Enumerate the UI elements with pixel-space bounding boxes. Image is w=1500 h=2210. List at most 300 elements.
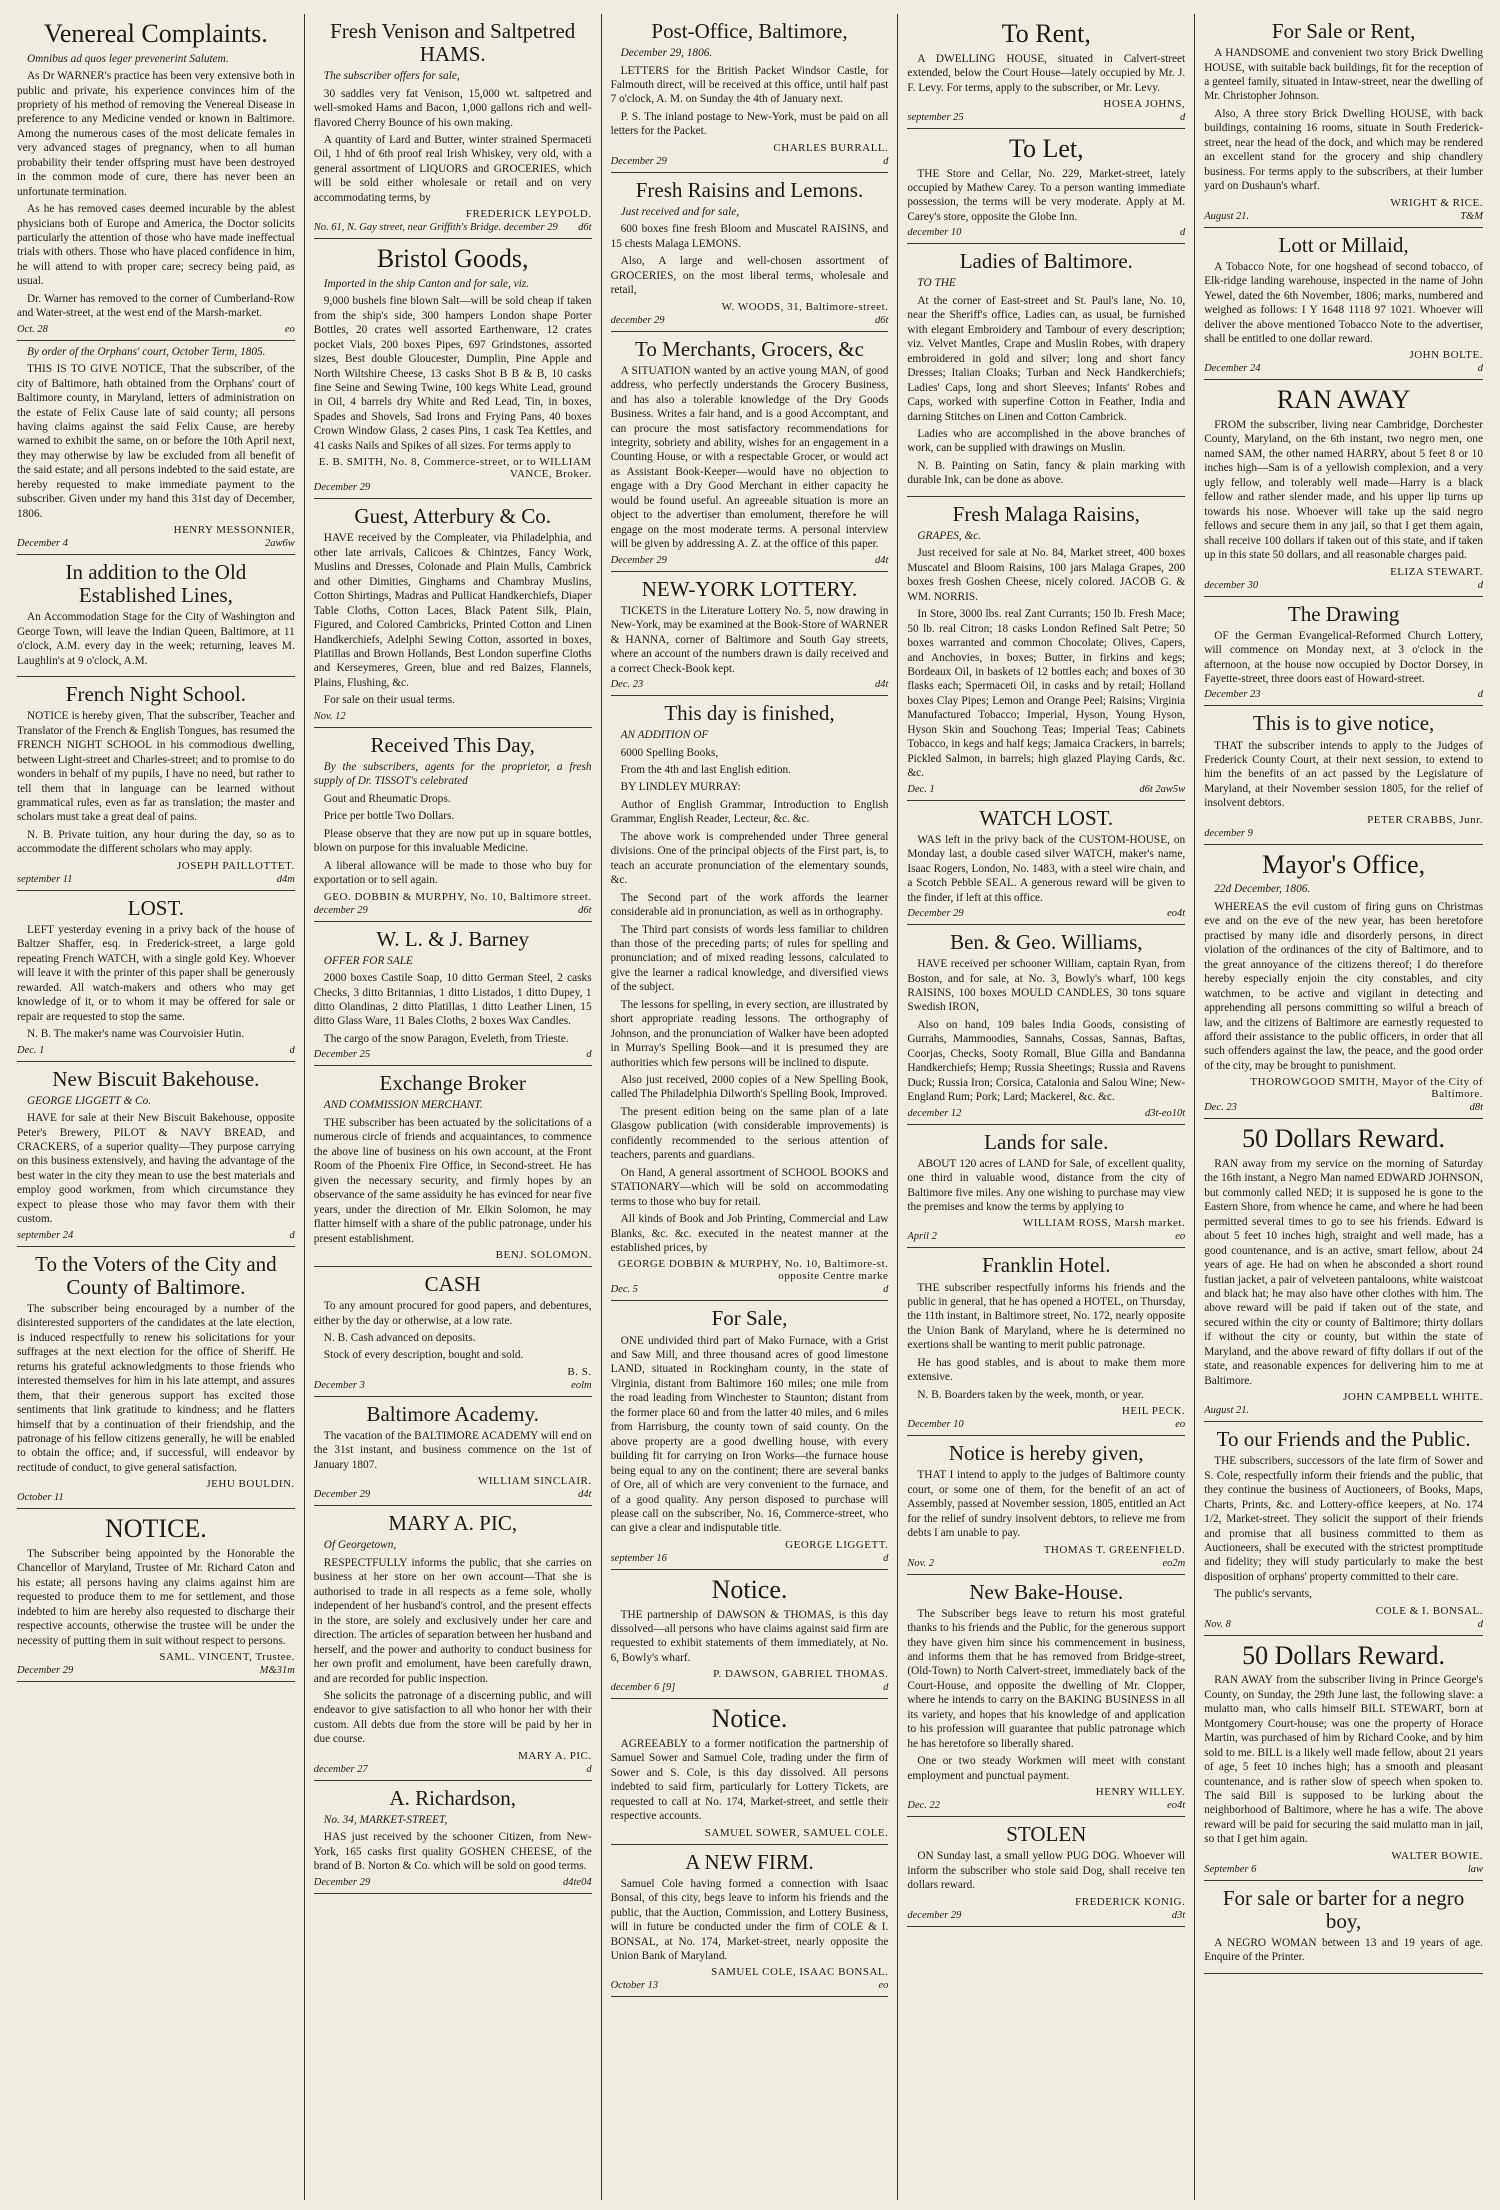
ad-paragraph: A SITUATION wanted by an active young MAN, of good address, who perfectly understands the Grocery Business, and has also a tolerable knowledge of the Dry Goods Business. Writes a fair hand, and is a good Accomptant, and can procure the most satisfactory recommendations for integrity, sobriety and ability, wishes for an engagement in a Counting House, or with a respectable Grocer, or would act as Assistant Book-Keeper—would have no objection to engage with a Dry Good Merchant in either capacity he would be found useful. An agreeable situation is more an object to the advertiser than emolument, therefore he will engage on the most moderate terms. A personal interview will be given by addressing A. Z. at the office of this paper.: [610, 364, 889, 551]
ad-insertion-code: eo2m: [1162, 1557, 1186, 1569]
ad-date: September 6: [1204, 1863, 1257, 1875]
ad-subheadline: AND COMMISSION MERCHANT.: [323, 1099, 483, 1112]
ad-date: december 12: [907, 1107, 962, 1119]
ad-paragraph: BY LINDLEY MURRAY:: [620, 781, 741, 794]
advertisement: [314, 1781, 592, 1894]
ad-insertion-code: eo: [1175, 1231, 1186, 1243]
ad-paragraph: She solicits the patronage of a discerning public, and will endeavor to give satisfaction to all who honor her with their custom. All debts due from the store will be paid by her in due course.: [313, 1689, 592, 1746]
ad-headline: 50 Dollars Reward.: [1242, 1124, 1446, 1154]
ad-date: December 29: [313, 1489, 371, 1501]
ad-paragraph: THAT the subscriber intends to apply to the Judges of Frederick County Court, at their next session, to extend to him the benefits of an act passed by the Legislature of Maryland, at their November session 1805, for the relief of insolvent debtors.: [1204, 739, 1483, 810]
ad-insertion-code: d: [1477, 363, 1483, 375]
ad-footer: [907, 1910, 1185, 1921]
ad-paragraph: He has good stables, and is about to make them more extensive.: [907, 1356, 1186, 1384]
ad-paragraph: The Subscriber being appointed by the Honorable the Chancellor of Maryland, Trustee of Mr. Richard Caton and his estate; all persons having any claims against him are requested to produce them to me for settlement, and those indebted to him are hereby also requested to discharge their respective accounts, otherwise the trustee will be under the necessity of putting them in suit without respect to persons.: [17, 1547, 295, 1647]
ad-footer: [611, 156, 889, 167]
ad-date: december 9: [1204, 827, 1253, 839]
ad-signature: WILLIAM ROSS, Marsh market.: [1022, 1217, 1186, 1230]
ad-date: december 29: [610, 314, 665, 326]
advertisement: [314, 1267, 592, 1397]
advertisement: [611, 696, 889, 1302]
advertisement: [611, 1570, 889, 1699]
ad-paragraph: 2000 boxes Castile Soap, 10 ditto German Steel, 2 casks Checks, 3 ditto Britannias, 1 ditto Listados, 1 ditto Dupey, 1 ditto Olandinas, 2 ditto Platillas, 1 ditto Leather Linen, 15 ditto Glass Ware, 11 Bales Cloths, 2 boxes Wax Candles.: [313, 972, 592, 1028]
ad-date: December 29: [17, 1665, 74, 1677]
ad-subheadline: By order of the Orphans' court, October Term, 1805.: [27, 345, 266, 358]
ad-headline: Ladies of Baltimore.: [959, 249, 1133, 274]
ad-headline: MARY A. PIC,: [388, 1511, 518, 1536]
ad-footer: [907, 784, 1185, 795]
ad-date: Nov. 8: [1204, 1618, 1231, 1630]
ad-headline: Mayor's Office,: [1262, 849, 1426, 879]
ad-date: december 6 [9]: [610, 1682, 676, 1694]
ad-paragraph: THE subscriber has been actuated by the solicitations of a numerous circle of friends and acquaintances, to commence the above line of business on his own account, at the Front Room of the Phoenix Fire Office, in Second-street. He has given the necessary security, and firmly hopes by an observance of the same assiduity he has evinced for near five years, under the direction of Mr. Elkin Solomon, he may flatter himself with a share of the public patronage, under his present establishment.: [313, 1116, 592, 1245]
ad-paragraph: 6000 Spelling Books,: [620, 746, 719, 759]
advertisement: [17, 891, 295, 1062]
ad-signature: HENRY WILLEY.: [1095, 1786, 1186, 1799]
ad-footer: [611, 1553, 889, 1564]
ad-signature: SAML. VINCENT, Trustee.: [159, 1651, 295, 1664]
ad-subheadline: No. 34, MARKET-STREET,: [323, 1813, 448, 1826]
ad-headline: STOLEN: [1006, 1822, 1087, 1847]
ad-headline: In addition to the Old Established Lines,: [65, 560, 247, 608]
ad-paragraph: HAVE received per schooner William, captain Ryan, from Boston, and for sale, at No. 3, Bowly's wharf, 100 kegs RAISINS, 100 boxes MOULD CANDLES, 30 tons square Swedish IRON,: [907, 958, 1186, 1014]
ad-insertion-code: d: [883, 1682, 889, 1694]
ad-footer: [314, 222, 592, 233]
ad-headline: French Night School.: [65, 682, 247, 707]
ad-paragraph: The Subscriber begs leave to return his most grateful thanks to his friends and the Public, for the generous support they have given him since his commencement in business, and informs them that he has removed from Bridge-street, (Old-Town) to North Calvert-street, immediately back of the Court-House, and opposite the dwelling of Mr. Clopper, where he intends to carry on the BAKING BUSINESS in all its variety, and hopes that his knowledge of and application to his profession will guarantee that public patronage which he has heretofore so liberally shared.: [907, 1607, 1186, 1750]
ad-subheadline: GRAPES, &c.: [917, 529, 982, 542]
ad-insertion-code: 2aw6w: [265, 538, 295, 550]
ad-signature: FREDERICK KONIG.: [1075, 1895, 1186, 1908]
ad-paragraph: OF the German Evangelical-Reformed Church Lottery, will commence on Monday next, at 3 o'clock in the afternoon, at the house now occupied by Doctor Dorsey, in Fayette-street, three doors east of Howard-street.: [1204, 629, 1483, 686]
ad-signature: JOHN BOLTE.: [1409, 349, 1483, 362]
ad-paragraph: As he has removed cases deemed incurable by the ablest physicians both of Europe and America, the Doctor solicits particularly the attention of those who have made ineffectual trials with others. Those who have placed confidence in him, he will attend to with proper care; secrecy being paid, as usual.: [17, 203, 295, 288]
ad-insertion-code: d4t: [578, 1489, 592, 1501]
ad-date: December 29: [610, 554, 667, 566]
ad-footer: [17, 538, 295, 549]
ad-paragraph: N. B. The maker's name was Courvoisier Hutin.: [27, 1028, 245, 1041]
ad-footer: [611, 1284, 889, 1295]
ad-headline: Venereal Complaints.: [43, 19, 268, 48]
ad-paragraph: The public's servants,: [1214, 1588, 1312, 1601]
ad-date: August 21.: [1204, 1405, 1250, 1417]
ad-date: No. 61, N. Gay street, near Griffith's Bridge. december 29: [313, 222, 558, 234]
ad-paragraph: WHEREAS the evil custom of firing guns on Christmas eve and on the eve of the new year, has been heretofore practised by many idle and disorderly persons, in direct violation of the ordinances of the city of Baltimore, and to the great annoyance of the citizens thereof; I do therefore hereby especially enjoin the city constables, and city watchmen, to be active and vigilant in detecting and apprehending all persons committing so wilful a breach of law, and the citizens of Baltimore are earnestly requested to afford their assistance to the public officers, in order that all such offenders against the law, the peace, and the good order of the city, may be brought to punishment.: [1204, 900, 1483, 1072]
ad-paragraph: To any amount procured for good papers, and debentures, either by the day or otherwise, at a low rate.: [313, 1300, 592, 1327]
ad-paragraph: THE subscribers, successors of the late firm of Sower and S. Cole, respectfully inform their friends and the public, that they continue the business of Auctioneers, of Books, Maps, Charts, Prints, &c. and Lottery-office keepers, at No. 174 1/2, Market-street. They solicit the support of their friends and promise that all business committed to them as Auctioneers, shall be executed with the strictest promptitude and fidelity; they will study particularly to make the best disposition of orphans' property committed to their care.: [1204, 1455, 1483, 1583]
ad-headline: Fresh Malaga Raisins,: [952, 501, 1140, 526]
ad-paragraph: Gout and Rheumatic Drops.: [323, 792, 451, 805]
advertisement: [611, 1699, 889, 1844]
ad-date: December 23: [1204, 689, 1261, 701]
advertisement: [611, 1845, 889, 1998]
ad-paragraph: THE subscriber respectfully informs his friends and the public in general, that he has opened a HOTEL, on Thursday, the 11th instant, in Baltimore street, No. 172, nearly opposite the Union Bank of Maryland, where he is determined no exertions shall be wanting to merit public patronage.: [907, 1281, 1186, 1352]
column-2: [305, 14, 602, 2200]
ad-signature: BENJ. SOLOMON.: [495, 1248, 592, 1261]
ad-signature: THOROWGOOD SMITH, Mayor of the City of Baltimore.: [1250, 1076, 1483, 1101]
ad-signature: GEO. DOBBIN & MURPHY, No. 10, Baltimore street.: [323, 890, 592, 903]
ad-footer: [1204, 828, 1483, 839]
advertisement: [314, 499, 592, 728]
ad-insertion-code: eo4t: [1167, 907, 1186, 919]
ad-paragraph: Ladies who are accomplished in the above branches of work, can be supplied with drawings on Muslin.: [907, 427, 1186, 455]
ad-signature: E. B. SMITH, No. 8, Commerce-street, or to WILLIAM VANCE, Broker.: [318, 456, 592, 481]
ad-footer: [314, 1380, 592, 1391]
advertisement: [611, 14, 889, 173]
ad-subheadline: Imported in the ship Canton and for sale, viz.: [323, 277, 530, 290]
ad-date: Dec. 23: [1204, 1102, 1237, 1114]
ad-insertion-code: d8t: [1469, 1102, 1483, 1114]
ad-footer: [17, 1665, 295, 1676]
ad-insertion-code: d3t: [1171, 1909, 1186, 1921]
ad-footer: [17, 874, 295, 885]
ad-signature: W. WOODS, 31, Baltimore-street.: [721, 300, 889, 313]
ad-footer: [907, 1558, 1185, 1569]
ad-headline: 50 Dollars Reward.: [1242, 1640, 1446, 1670]
ad-insertion-code: eo: [1175, 1419, 1186, 1431]
ad-date: december 29: [907, 1909, 962, 1921]
ad-paragraph: RESPECTFULLY informs the public, that she carries on business at her store on her own account—That she is authorised to trade in all respects as a feme sole, wholly independent of her husband's control, and the present effects in the store, are solely and exclusively under her care and direction. The articles of separation between her husband and herself, and the power and authority to conduct business for her own profit and emolument, have been carefully drawn, and are recorded for public inspection.: [313, 1556, 592, 1685]
ad-subheadline: December 29, 1806.: [620, 47, 713, 60]
ad-signature: PETER CRABBS, Junr.: [1367, 813, 1483, 826]
ad-headline: Notice.: [711, 1704, 788, 1734]
ad-headline: Lands for sale.: [984, 1129, 1109, 1154]
ad-headline: This day is finished,: [664, 700, 835, 725]
ad-headline: Franklin Hotel.: [982, 1253, 1111, 1278]
ad-paragraph: Please observe that they are now put up in square bottles, blown on purpose for this invaluable Medicine.: [313, 827, 592, 855]
ad-headline: Bristol Goods,: [376, 244, 529, 274]
ad-signature: SAMUEL SOWER, SAMUEL COLE.: [704, 1826, 889, 1839]
ad-subheadline: GEORGE LIGGETT & Co.: [27, 1094, 152, 1107]
ad-insertion-code: eo4t: [1167, 1800, 1186, 1812]
ad-subheadline: Just received and for sale,: [620, 205, 740, 218]
ad-paragraph: ON Sunday last, a small yellow PUG DOG. Whoever will inform the subscriber who stole said Dog, shall receive ten dollars reward.: [907, 1850, 1186, 1892]
ad-paragraph: Also on hand, 109 bales India Goods, consisting of Gurrahs, Mammoodies, Sannahs, Cossas, Sannas, Baftas, Coorjas, Checks, Sooty Romall, Blue Gilla and Bandanna Handkerchiefs; Hemp; Russia Sheetings; Russia and Ravens Duck; Russia Iron; Corsica, Catalonia and Salou Wine; New-England Rum; Pork; Lard; Mackerel, &c. &c.: [907, 1018, 1186, 1104]
ad-footer: [314, 711, 592, 722]
advertisement: [1204, 845, 1483, 1119]
ad-paragraph: Also just received, 2000 copies of a New Spelling Book, called The Philadelphia Dilworth's Spelling Book, Improved.: [610, 1074, 889, 1101]
ad-signature: P. DAWSON, GABRIEL THOMAS.: [713, 1668, 889, 1681]
ad-paragraph: P. S. The inland postage to New-York, must be paid on all letters for the Packet.: [610, 110, 889, 138]
ad-headline: New Bake-House.: [969, 1579, 1124, 1604]
ad-paragraph: The subscriber being encouraged by a number of the disinterested supporters of the candidates at the late election, is induced respectfully to renew his solicitations for your suffrages at the next election for the office of Sheriff. He returns his grateful acknowledgments to those friends who interested themselves for him in his late attempt, and assures them, that their generous support has excited those sentiments that link gratitude to kindness; and he flatters himself that by a continuation of their friendship, and the patronage of his fellow citizens generally, he will be enabled to obtain the office; and, if successful, will endeavor by rectitude of conduct, to give general satisfaction.: [17, 1302, 295, 1474]
ad-paragraph: LETTERS for the British Packet Windsor Castle, for Falmouth direct, will be received at this office, until half past 7 o'clock, A. M. on Sunday the 4th of January next.: [610, 64, 889, 106]
ad-date: september 25: [907, 111, 964, 123]
ad-paragraph: The Third part consists of words less familiar to children than those of the preceding parts; of rules for spelling and pronunciation; and of mixed reading lessons, calculated to give the learner a radical knowledge, and diversified views of the subject.: [610, 923, 889, 994]
ad-headline: LOST.: [127, 895, 184, 920]
ad-date: Nov. 12: [313, 710, 346, 722]
ad-footer: [907, 1800, 1185, 1811]
ad-date: October 13: [610, 1980, 659, 1992]
ad-paragraph: For sale on their usual terms.: [323, 694, 455, 707]
advertisement: [1204, 597, 1483, 707]
ad-headline: For sale or barter for a negro boy,: [1222, 1885, 1465, 1933]
ad-headline: W. L. & J. Barney: [376, 926, 529, 951]
ad-footer: [314, 482, 592, 493]
ad-headline: RAN AWAY: [1276, 385, 1411, 415]
ad-footer: [314, 1049, 592, 1060]
ad-insertion-code: d: [883, 1552, 889, 1564]
ad-footer: [17, 1492, 295, 1503]
ad-paragraph: Stock of every description, bought and sold.: [323, 1349, 524, 1362]
ad-paragraph: HAVE for sale at their New Biscuit Bakehouse, opposite Peter's Brewery, PILOT & NAVY BREAD, and CRACKERS, of a superior quality—They purpose carrying on this business extensively, and having the advantage of the best water in the city they mean to use the best materials and employ good workmen, from which circumstance they expect to please those who may favor them with their custom.: [17, 1112, 295, 1226]
ad-paragraph: The Second part of the work affords the learner considerable aid in pronunciation, as well as in orthography.: [610, 891, 889, 919]
advertisement: [611, 332, 889, 572]
ad-insertion-code: d4te04: [563, 1876, 592, 1888]
ad-paragraph: On Hand, A general assortment of SCHOOL BOOKS and STATIONARY—which will be sold on accommodating terms to those who buy for retail.: [610, 1166, 889, 1208]
ad-date: Dec. 22: [907, 1800, 941, 1812]
ad-signature: HEIL PECK.: [1121, 1405, 1186, 1418]
ad-date: Dec. 1: [907, 783, 935, 795]
ad-footer: [314, 1764, 592, 1775]
ad-subheadline: Of Georgetown,: [323, 1539, 397, 1552]
ad-footer: [1204, 1102, 1483, 1113]
ad-headline: To our Friends and the Public.: [1216, 1427, 1471, 1452]
advertisement: [314, 1397, 592, 1506]
ad-headline: Fresh Raisins and Lemons.: [635, 177, 864, 202]
ad-paragraph: HAVE received by the Compleater, via Philadelphia, and other late arrivals, Calicoes & Chintzes, Fancy Work, Muslins and Dresses, Colonade and Plain Mulls, Cambrick and other Dimities, Ginghams and Chambray Muslins, Cotton Shirtings, Madras and Pullicat Handkerchiefs, Diaper Table Cloths, Cotton Laces, Black Patent Silk, Plain, Figured, and Colored Cambricks, Printed Cotton and Linen Handkerchiefs, Adelphi Sewing Cotton, assorted in boxes, Platillas and Brown Hollands, Best London superfine Cloths and Kerseymeres, Green, blue and red Baizes, Flannels, Plains, Flushing, &c.: [313, 532, 592, 689]
ad-footer: [17, 1045, 295, 1056]
ad-footer: [907, 908, 1185, 919]
ad-paragraph: THE partnership of DAWSON & THOMAS, is this day dissolved—all persons who have claims against said firm are requested to exhibit statements of them immediately, at No. 6, Bowly's wharf.: [610, 1608, 889, 1664]
ad-date: september 24: [17, 1229, 74, 1241]
advertisement: [907, 1817, 1185, 1926]
advertisement: [907, 1125, 1185, 1249]
ad-headline: Post-Office, Baltimore,: [651, 19, 848, 43]
advertisement: [907, 497, 1185, 801]
ad-headline: To Rent,: [1001, 19, 1091, 48]
ad-subheadline: By the subscribers, agents for the proprietor, a fresh supply of Dr. TISSOT's celebrated: [313, 760, 592, 788]
ad-insertion-code: d: [289, 1229, 295, 1241]
ad-insertion-code: d: [883, 155, 889, 167]
ad-footer: [907, 1419, 1185, 1430]
ad-headline: To Let,: [1008, 133, 1084, 163]
ad-insertion-code: d4m: [276, 873, 295, 885]
ad-paragraph: HAS just received by the schooner Citizen, from New-York, 165 casks first quality GOSHEN CHEESE, of the brand of B. Norton & Co. which will be sold on good terms.: [313, 1831, 592, 1873]
ad-paragraph: TICKETS in the Literature Lottery No. 5, now drawing in New-York, may be examined at the Book-Store of WARNER & HANNA, corner of Baltimore and South Gay streets, where an account of the numbers drawn is daily received and a correct Check-Book kept.: [610, 604, 889, 675]
ad-paragraph: Author of English Grammar, Introduction to English Grammar, English Reader, Lecteur, &c. &c.: [610, 798, 889, 826]
ad-footer: [611, 679, 889, 690]
ad-paragraph: 9,000 bushels fine blown Salt—will be sold cheap if taken from the ship's side, 300 hampers London shape Porter Bottles, 20 crates well assorted Earthenware, 12 crates pocket Vials, 200 boxes Pipes, 697 Grindstones, assorted sizes, Best double Gloucester, Dumplin, Pine Apple and North Wiltshire Cheese, 13 casks Shot B B & B, 10 casks fine Seine and Sewing Twine, 100 kegs White Lead, ground in Oil, 4 barrels dry White and Red Lead, Tin, in boxes, Spades and Shovels, Sad Irons and Frying Pans, 40 boxes Crown Window Glass, 2 cases Pins, 1 cask Tea Kettles, and 41 casks Nails and Spikes of all sizes. For terms apply to: [313, 295, 592, 452]
ad-paragraph: Dr. Warner has removed to the corner of Cumberland-Row and Water-street, at the west end of the Marsh-market.: [17, 292, 295, 320]
ad-date: December 25: [313, 1049, 371, 1061]
advertisement: [907, 925, 1185, 1125]
ad-signature: HOSEA JOHNS,: [1103, 97, 1186, 110]
ad-footer: [907, 1231, 1185, 1242]
ad-date: december 29: [313, 904, 368, 916]
ad-paragraph: FROM the subscriber, living near Cambridge, Dorchester County, Maryland, on the 6th instant, two negro men, one named SAM, the other named HARRY, about 5 feet 8 or 10 inches high—Sam is of a yellowish complexion, and a very ugly fellow, and tolerably well made—Harry is a black fellow and rather slender made, and his upper lip turns up towards his nose. Whoever will take up the said negro fellows and secure them in any jail, so that I get them again, shall receive 100 dollars if taken out of this state, and if taken up in this state 50 dollars, and all reasonable charges paid.: [1204, 419, 1483, 562]
advertisement: [17, 14, 295, 341]
ad-paragraph: N. B. Boarders taken by the week, month, or year.: [917, 1388, 1144, 1401]
ad-signature: ELIZA STEWART.: [1390, 565, 1483, 578]
ad-headline: New Biscuit Bakehouse.: [52, 1066, 260, 1091]
ad-insertion-code: M&31m: [259, 1665, 295, 1677]
ad-paragraph: One or two steady Workmen will meet with constant employment and punctual payment.: [907, 1755, 1186, 1782]
advertisement: [611, 572, 889, 696]
ad-signature: SAMUEL COLE, ISAAC BONSAL.: [711, 1966, 889, 1979]
advertisement: [1204, 380, 1483, 596]
ad-headline: To Merchants, Grocers, &c: [635, 336, 864, 361]
ad-headline: Fresh Venison and Saltpetred HAMS.: [330, 19, 576, 67]
advertisement: [314, 1506, 592, 1780]
ad-paragraph: ABOUT 120 acres of LAND for Sale, of excellent quality, one third in valuable wood, distance from the city of Baltimore five miles. Any one wishing to purchase may view the premises and know the terms by applying to: [907, 1157, 1186, 1214]
ad-subheadline: AN ADDITION OF: [620, 729, 709, 742]
advertisement: [611, 173, 889, 332]
ad-footer: [1204, 1405, 1483, 1416]
ad-insertion-code: eo: [878, 1980, 889, 1992]
ad-date: Dec. 5: [610, 1284, 638, 1296]
ad-paragraph: Just received for sale at No. 84, Market street, 400 boxes Muscatel and Bloom Raisins, 100 jars Malaga Grapes, 200 boxes fresh Goshen Cheese, nicely colored. JACOB G. & WM. NORRIS.: [907, 547, 1186, 603]
ad-insertion-code: d: [586, 1049, 592, 1061]
advertisement: [611, 1301, 889, 1569]
ad-headline: To the Voters of the City and County of Baltimore.: [35, 1251, 277, 1299]
advertisement: [907, 14, 1185, 129]
ad-date: september 16: [610, 1552, 667, 1564]
ad-headline: A NEW FIRM.: [685, 1849, 814, 1874]
advertisement: [1204, 14, 1483, 228]
ad-headline: Baltimore Academy.: [366, 1401, 539, 1426]
ad-paragraph: The vacation of the BALTIMORE ACADEMY will end on the 31st instant, and business commence on the 1st of January 1807.: [313, 1429, 592, 1471]
ad-paragraph: The cargo of the snow Paragon, Eveleth, from Trieste.: [323, 1032, 569, 1045]
ad-paragraph: At the corner of East-street and St. Paul's lane, No. 10, near the Sheriff's office, Ladies can, as usual, be furnished with elegant Embroidery and Tambour of every description; viz. Velvet Mantles, Crape and Muslin Robes, with drapery embroidered in gold and silver; long and short fancy Dresses; Italian Cloaks; Turban and Neck Handkerchiefs; Ladies' Caps, long and short Sleeves; Infants' Robes and Caps, worked with superfine Cotton in Feather, India and darning Stitches on Linen and Cotton Cambrick.: [907, 294, 1186, 423]
advertisement: [1204, 706, 1483, 844]
ad-subheadline: The subscriber offers for sale,: [323, 70, 460, 83]
ad-paragraph: A liberal allowance will be made to those who buy for exportation or to sell again.: [313, 859, 592, 887]
ad-date: December 29: [313, 482, 371, 494]
ad-headline: Guest, Atterbury & Co.: [354, 504, 551, 529]
ad-date: December 4: [17, 538, 69, 550]
ad-paragraph: NOTICE is hereby given, That the subscriber, Teacher and Translator of the French & English Tongues, has resumed the FRENCH NIGHT SCHOOL in his commodious dwelling, between Light-street and Charles-street; and to promise to do wonders in behalf of my pupils, I have no need, but rather to tell them that in language can be learned without grammatical rules, even as far as translation; the master and scholars must take a great deal of pains.: [17, 710, 295, 824]
ad-paragraph: The present edition being on the same plan of a late Glasgow publication (with considerable improvements) is confidently recommended to the serious attention of teachers, parents and guardians.: [610, 1105, 889, 1162]
ad-date: Nov. 2: [907, 1557, 935, 1569]
ad-footer: [611, 1980, 889, 1991]
advertisement: [907, 1248, 1185, 1436]
ad-paragraph: Price per bottle Two Dollars.: [323, 810, 455, 823]
ad-paragraph: The lessons for spelling, in every section, are illustrated by short appropriate reading lessons. The orthography of Johnson, and the pronunciation of Walker have been adopted in Murray's Spelling Book—and it is presumed they are authorities which few persons will be inclined to dispute.: [610, 998, 889, 1069]
ad-headline: A. Richardson,: [389, 1785, 516, 1810]
ad-paragraph: RAN away from my service on the morning of Saturday the 16th instant, a Negro Man named EDWARD JOHNSON, but commonly called NED; it is supposed he is gone to the Eastern Shore, from whence he came, and where he had been permitted several times to go to see his friends. Edward is about 5 feet 10 inches high, straight and well made, has a good countenance, and is an active, smart fellow, about 24 years of age. He had on when he absconded a short round fustian jacket, a pair of velveteen pantaloons, white waistcoat and black hat; he may also have other clothes with him. The above reward will be paid if taken out of the state, and secured within the city or county of Baltimore; thirty dollars if without the city or county, but within the state of Maryland, and the above reward of fifty dollars if out of the state, and reasonable expences for delivering him to me at Baltimore.: [1204, 1157, 1483, 1387]
ad-paragraph: WAS left in the privy back of the CUSTOM-HOUSE, on Monday last, a double cased silver WATCH, maker's name, Isaac Rogers, London, No. 1483, with a steel wire chain, and a Scotch Pebble SEAL. A generous reward will be given to the finder, if left at this office.: [907, 833, 1186, 904]
ad-headline: For Sale or Rent,: [1271, 19, 1416, 43]
ad-date: December 24: [1204, 363, 1261, 375]
column-3: [602, 14, 899, 2200]
ad-paragraph: N. B. Private tuition, any hour during the day, so as to accommodate the different scholars who may apply.: [17, 828, 295, 856]
ad-subheadline: 22d December, 1806.: [1214, 883, 1311, 896]
ad-signature: WRIGHT & RICE.: [1390, 196, 1483, 209]
ad-footer: [1204, 363, 1483, 374]
ad-footer: [611, 315, 889, 326]
advertisement: [17, 341, 295, 555]
ad-signature: JOHN CAMPBELL WHITE.: [1343, 1391, 1483, 1404]
ad-insertion-code: eolm: [571, 1379, 592, 1391]
column-container: [8, 14, 1492, 2200]
ad-footer: [907, 227, 1185, 238]
ad-headline: Lott or Millaid,: [1278, 232, 1409, 257]
ad-footer: [314, 905, 592, 916]
ad-paragraph: A quantity of Lard and Butter, winter strained Spermaceti Oil, 1 hhd of 6th proof real Irish Whiskey, very old, with a general assortment of LIQUORS and GROCERIES, which will be sold either wholesale or retail and on very accommodating terms, by: [313, 134, 592, 204]
column-5: [1195, 14, 1492, 2200]
ad-signature: HENRY MESSONNIER,: [173, 524, 295, 537]
ad-headline: The Drawing: [1287, 601, 1400, 626]
ad-paragraph: THE Store and Cellar, No. 229, Market-street, lately occupied by Mathew Carey. To a person wanting immediate possession, the terms will be very moderate. Apply at M. Carey's store, opposite the Globe Inn.: [907, 167, 1186, 223]
ad-headline: NOTICE.: [104, 1514, 207, 1544]
ad-headline: For Sale,: [711, 1306, 788, 1331]
ad-footer: [907, 1108, 1185, 1119]
ad-signature: GEORGE LIGGETT.: [785, 1538, 889, 1551]
ad-footer: [1204, 689, 1483, 700]
ad-footer: [1204, 580, 1483, 591]
advertisement: [314, 14, 592, 239]
advertisement: [907, 244, 1185, 496]
ad-headline: CASH: [424, 1271, 481, 1296]
ad-paragraph: As Dr WARNER's practice has been very extensive both in public and private, his experience convinces him of the propriety of his method of removing the Venereal Disease in preference to any Medicine vended or known in Baltimore. Among the numerous cases of the most delicate females in very advanced stages of pregnancy, when to all human probability their tender offspring must have been destroyed in the common mode of cure, there has never been an unfortunate termination.: [17, 70, 295, 198]
ad-paragraph: 600 boxes fine fresh Bloom and Muscatel RAISINS, and 15 chests Malaga LEMONS.: [610, 223, 889, 250]
ad-signature: COLE & I. BONSAL.: [1375, 1604, 1483, 1617]
ad-paragraph: THAT I intend to apply to the judges of Baltimore county court, or some one of them, for the benefit of an act of Assembly, passed at November session, 1805, entitled an Act for the relief of sundry insolvent debtors, to relieve me from debts I am unable to pay.: [907, 1469, 1186, 1540]
ad-paragraph: A DWELLING HOUSE, situated in Calvert-street extended, below the Court House—lately occupied by Mr. J. F. Levy. For terms, apply to the subscriber, or Mr. Levy.: [907, 52, 1186, 94]
ad-signature: B. S.: [567, 1365, 592, 1378]
ad-date: December 29: [610, 155, 667, 167]
ad-insertion-code: d: [1179, 111, 1186, 123]
ad-insertion-code: eo: [284, 323, 295, 335]
ad-signature: GEORGE DOBBIN & MURPHY, No. 10, Baltimore-st. opposite Centre marke: [617, 1258, 889, 1283]
ad-footer: [1204, 211, 1483, 222]
ad-insertion-code: d6t 2aw5w: [1139, 783, 1186, 795]
ad-date: december 10: [907, 227, 962, 239]
ad-footer: [314, 1489, 592, 1500]
advertisement: [17, 1247, 295, 1510]
ad-paragraph: ONE undivided third part of Mako Furnace, with a Grist and Saw Mill, and three thousand acres of good limestone LAND, situated in Rockingham county, in the state of Virginia, distant from Baltimore 160 miles; one mile from the road leading from Winchester to Staunton; distant from the former place 60 and from the latter 40 miles, and 6 miles from Harrisburg, the county town of said county. On the above property are a good dwelling house, with every building fit for carrying on Iron Works—the furnace house being equal to any on the continent; there are several banks of Ore, all of which are very convenient to the furnace, and of a good quality. Any person disposed to purchase will please call on the subscriber, No. 16, Commerce-street, who can give a clear and indisputable title.: [610, 1334, 889, 1535]
ad-subheadline: TO THE: [917, 277, 956, 290]
advertisement: [1204, 228, 1483, 381]
advertisement: [314, 1066, 592, 1267]
advertisement: [17, 555, 295, 677]
advertisement: [17, 1509, 295, 1682]
ad-date: september 11: [17, 873, 73, 885]
ad-insertion-code: d6t: [578, 222, 592, 234]
ad-date: December 10: [907, 1419, 964, 1431]
ad-headline: Received This Day,: [370, 732, 535, 757]
ad-footer: [1204, 1619, 1483, 1630]
ad-paragraph: A NEGRO WOMAN between 13 and 19 years of age. Enquire of the Printer.: [1204, 1937, 1483, 1964]
ad-signature: JEHU BOULDIN.: [206, 1478, 295, 1491]
ad-footer: [314, 1877, 592, 1888]
ad-headline: Notice is hereby given,: [948, 1441, 1144, 1466]
ad-footer: [17, 324, 295, 335]
ad-paragraph: AGREEABLY to a former notification the partnership of Samuel Sower and Samuel Cole, trading under the firm of Sower and S. Cole, is this day dissolved. All persons indebted to said firm, particularly for Lottery Tickets, are requested to call at No. 174, Market-street, and settle their respective accounts.: [610, 1737, 889, 1823]
advertisement: [1204, 1422, 1483, 1636]
ad-date: Dec. 1: [17, 1044, 45, 1056]
ad-paragraph: Also, A large and well-chosen assortment of GROCERIES, on the most liberal terms, wholesale and retail,: [610, 255, 889, 297]
ad-date: April 2: [907, 1231, 937, 1243]
ad-paragraph: N. B. Cash advanced on deposits.: [323, 1331, 476, 1344]
ad-date: October 11: [17, 1492, 64, 1504]
ad-date: Dec. 23: [610, 678, 644, 690]
ad-paragraph: Samuel Cole having formed a connection with Isaac Bonsal, of this city, begs leave to inform his friends and the public, that the Auction, Commission, and Lottery Business, will in future be conducted under the firm of COLE & I. BONSAL, at No. 174, Market-street, nearly opposite the Union Bank of Maryland.: [610, 1877, 889, 1962]
advertisement: [314, 728, 592, 922]
ad-footer: [611, 555, 889, 566]
ad-date: August 21.: [1204, 210, 1250, 222]
ad-signature: MARY A. PIC.: [518, 1749, 592, 1762]
ad-signature: FREDERICK LEYPOLD.: [465, 208, 592, 221]
ad-date: December 29: [907, 907, 964, 919]
advertisement: [314, 239, 592, 499]
ad-footer: [907, 112, 1185, 123]
ad-insertion-code: d: [1477, 579, 1483, 591]
ad-footer: [1204, 1864, 1483, 1875]
ad-paragraph: In Store, 3000 lbs. real Zant Currants; 150 lb. Fresh Mace; 50 lb. real Citron; 18 casks London Refined Salt Petre; 50 boxes warranted and common Chocolate; Olives, Capers, and Anchovies, in boxes; Butter, in firkins and kegs; Bordeaux Oil, in baskets of 12 bottles each; and boxes of 30 flasks each; Spermaceti Oil, in casks and by retail; Holland boxes Clay Pipes; Lemon and Orange Peel; Raisins; Virginia Manufactured Tobacco; Imperial, Hyson, Young Hyson, Hyson Skin and Souchong Teas; Imperial Teas; Cabinets Tobacco, in kegs and half kegs; Jamaica Crackers, in barrels; Pickled Salmon, in barrels; high glazed Playing Cards, &c. &c.: [907, 608, 1186, 780]
ad-signature: THOMAS T. GREENFIELD.: [1043, 1543, 1186, 1556]
